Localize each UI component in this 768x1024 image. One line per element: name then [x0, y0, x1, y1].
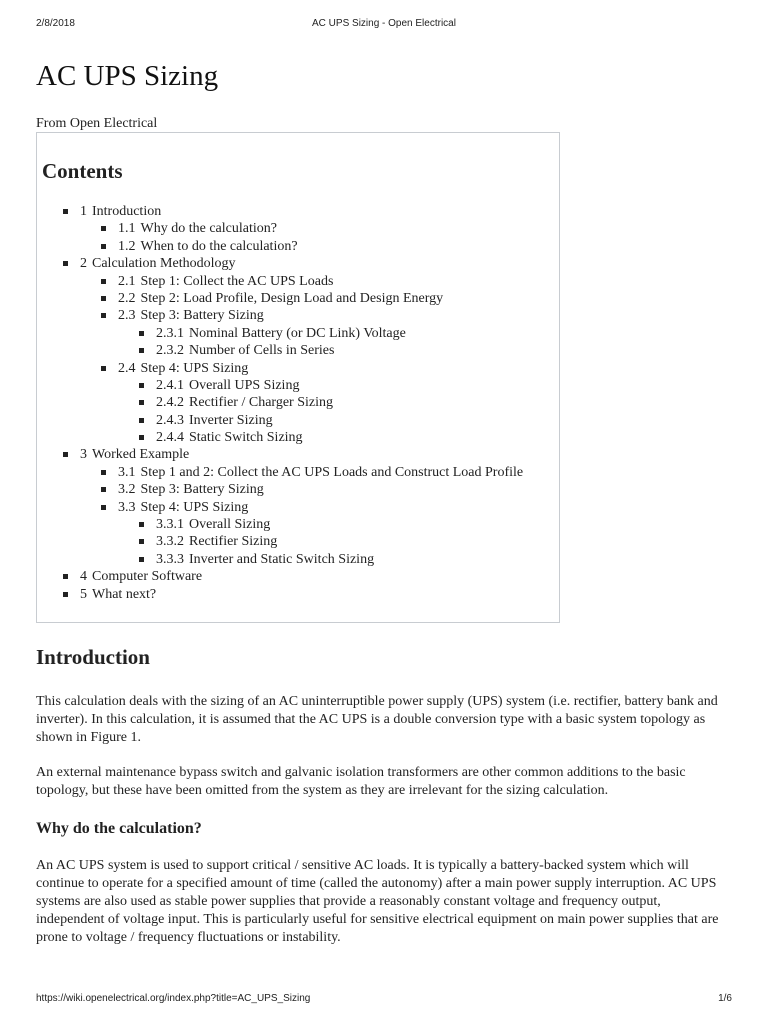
toc-label: Rectifier / Charger Sizing [189, 395, 333, 411]
toc-number: 3.3 [118, 499, 136, 515]
page-title: AC UPS Sizing [36, 60, 219, 92]
toc-label: When to do the calculation? [140, 238, 298, 254]
toc-number: 1.2 [118, 238, 136, 254]
toc-number: 5 [80, 586, 87, 602]
toc-label: Step 1: Collect the AC UPS Loads [140, 273, 334, 289]
print-date: 2/8/2018 [36, 18, 75, 29]
toc-link[interactable] [118, 290, 443, 307]
toc-link[interactable] [118, 499, 248, 516]
toc-link[interactable] [156, 342, 334, 359]
toc-number: 2.3.1 [156, 325, 184, 341]
toc-number: 2.4 [118, 360, 136, 376]
bullet-icon [101, 487, 106, 492]
toc-link[interactable] [118, 273, 333, 290]
toc-number: 3 [80, 447, 87, 463]
bullet-icon [63, 261, 68, 266]
toc-label: Worked Example [92, 447, 190, 463]
toc-label: Step 3: Battery Sizing [140, 308, 264, 324]
toc-number: 2.2 [118, 290, 136, 306]
toc-label: Step 4: UPS Sizing [140, 499, 249, 515]
introduction-heading: Introduction [36, 645, 150, 669]
toc-link[interactable] [80, 203, 161, 220]
toc-link[interactable] [80, 255, 235, 272]
toc-link[interactable] [156, 325, 406, 342]
toc-link[interactable] [118, 220, 277, 237]
introduction-paragraph-2: An external maintenance bypass switch and galvanic isolation transformers are other common additions to the basic topology, but these have been omitted from the system as they are irrelevant for the sizing calculation. [36, 765, 686, 798]
toc-link[interactable] [156, 412, 273, 429]
toc-number: 1.1 [118, 221, 136, 237]
toc-label: Overall UPS Sizing [189, 377, 300, 393]
toc-label: Step 3: Battery Sizing [140, 482, 264, 498]
bullet-icon [63, 209, 68, 214]
toc-number: 3.2 [118, 482, 136, 498]
bullet-icon [139, 383, 144, 388]
toc-number: 2.4.2 [156, 395, 184, 411]
toc-link[interactable] [80, 446, 189, 463]
toc-label: Overall Sizing [189, 517, 271, 533]
toc-number: 2.1 [118, 273, 136, 289]
toc-link[interactable] [80, 568, 202, 585]
bullet-icon [139, 522, 144, 527]
bullet-icon [63, 592, 68, 597]
toc-link[interactable] [118, 464, 523, 481]
toc-link[interactable] [80, 586, 156, 603]
bullet-icon [101, 244, 106, 249]
toc-label: Step 2: Load Profile, Design Load and Design Energy [140, 290, 444, 306]
from-line: From Open Electrical [36, 116, 158, 131]
toc-label: Nominal Battery (or DC Link) Voltage [189, 325, 406, 341]
toc-number: 2.4.4 [156, 430, 184, 446]
toc-link[interactable] [118, 360, 248, 377]
bullet-icon [139, 400, 144, 405]
bullet-icon [101, 313, 106, 318]
toc-link[interactable] [156, 429, 303, 446]
bullet-icon [139, 348, 144, 353]
toc-label: Inverter Sizing [189, 412, 273, 428]
bullet-icon [101, 470, 106, 475]
toc-label: What next? [92, 586, 157, 602]
bullet-icon [101, 226, 106, 231]
print-title: AC UPS Sizing - Open Electrical [312, 18, 456, 29]
toc-link[interactable] [156, 394, 333, 411]
toc-link[interactable] [118, 481, 264, 498]
bullet-icon [101, 279, 106, 284]
bullet-icon [139, 557, 144, 562]
why-paragraph-1: An AC UPS system is used to support critical / sensitive AC loads. It is typically a battery-backed system which will continue to operate for a specified amount of time (called the autonomy) after a main power supply interruption. AC UPS systems are also used as stable power supplies that provide a reasonably constant voltage and frequency output, independent of voltage input. This is particularly useful for sensitive electrical equipment on main power supplies that are prone to voltage / frequency fluctuations or instability. [36, 858, 719, 945]
bullet-icon [63, 574, 68, 579]
introduction-paragraph-1: This calculation deals with the sizing of an AC uninterruptible power supply (UPS) system (i.e. rectifier, battery bank and inverter). In this calculation, it is assumed that the AC UPS is a double conversion type with a basic system topology as shown in Figure 1. [36, 694, 718, 745]
toc-label: Computer Software [92, 569, 203, 585]
toc-title: Contents [42, 159, 123, 183]
print-page-number: 1/6 [718, 993, 732, 1004]
bullet-icon [139, 435, 144, 440]
toc-label: Calculation Methodology [92, 256, 236, 272]
toc-link[interactable] [156, 516, 270, 533]
print-header [36, 18, 732, 32]
why-heading: Why do the calculation? [36, 820, 202, 837]
toc-link[interactable] [118, 238, 298, 255]
bullet-icon [63, 452, 68, 457]
toc-number: 2.3.2 [156, 343, 184, 359]
toc-link[interactable] [156, 551, 374, 568]
toc-number: 2.3 [118, 308, 136, 324]
table-of-contents [36, 132, 560, 623]
toc-link[interactable] [156, 533, 277, 550]
toc-number: 1 [80, 204, 87, 219]
toc-number: 4 [80, 569, 87, 585]
toc-number: 3.3.1 [156, 517, 184, 533]
bullet-icon [101, 505, 106, 510]
print-url: https://wiki.openelectrical.org/index.php?title=AC_UPS_Sizing [36, 993, 311, 1004]
toc-label: Rectifier Sizing [189, 534, 278, 550]
toc-label: Inverter and Static Switch Sizing [189, 551, 375, 567]
toc-number: 2.4.1 [156, 377, 184, 393]
bullet-icon [139, 418, 144, 423]
toc-number: 3.3.3 [156, 551, 184, 567]
bullet-icon [139, 331, 144, 336]
toc-label: Why do the calculation? [140, 221, 277, 237]
toc-number: 3.1 [118, 464, 136, 480]
toc-link[interactable] [118, 307, 264, 324]
bullet-icon [101, 366, 106, 371]
bullet-icon [101, 296, 106, 301]
toc-link[interactable] [156, 377, 299, 394]
toc-label: Number of Cells in Series [189, 343, 335, 359]
toc-number: 2.4.3 [156, 412, 184, 428]
print-footer [36, 993, 732, 1007]
article-content [36, 56, 732, 947]
toc-label: Static Switch Sizing [189, 430, 303, 446]
toc-number: 2 [80, 256, 87, 272]
toc-label: Step 4: UPS Sizing [140, 360, 249, 376]
toc-label: Introduction [92, 204, 162, 219]
toc-number: 3.3.2 [156, 534, 184, 550]
toc-label: Step 1 and 2: Collect the AC UPS Loads and Construct Load Profile [140, 464, 524, 480]
bullet-icon [139, 539, 144, 544]
